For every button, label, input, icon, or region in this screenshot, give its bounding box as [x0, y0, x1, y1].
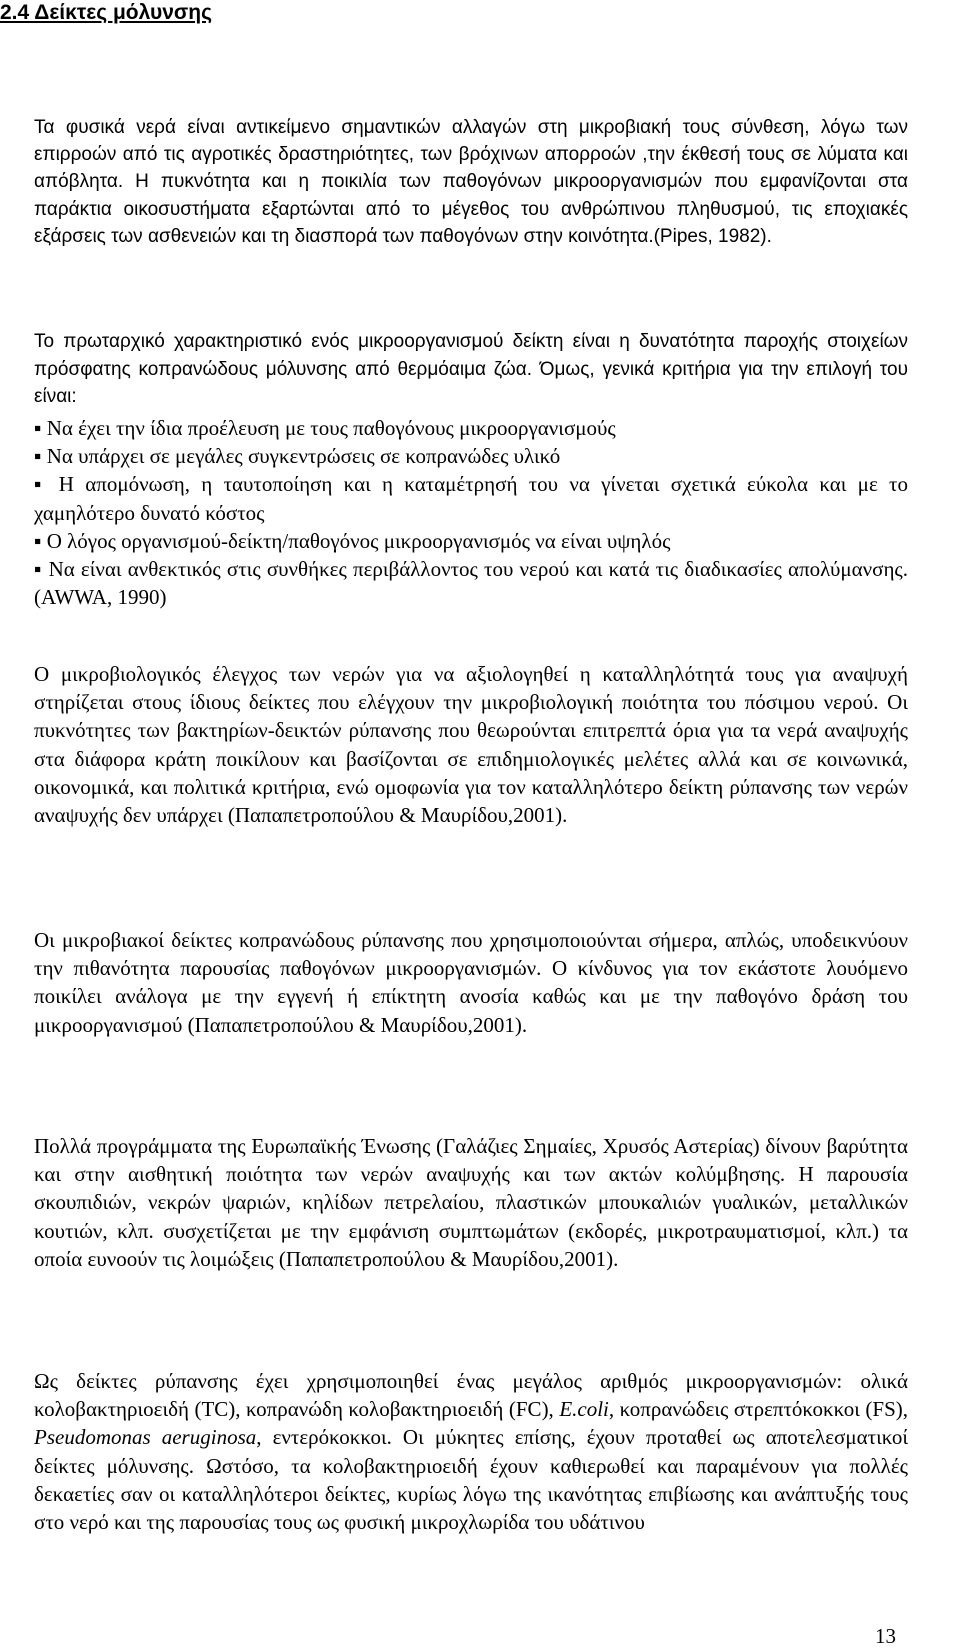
page-number: 13 [875, 1624, 896, 1648]
criteria-item: ▪ Να έχει την ίδια προέλευση με τους παθογόνους μικροοργανισμούς [34, 414, 908, 442]
section-heading: 2.4 Δείκτες μόλυνσης [0, 1, 212, 24]
criteria-list [34, 414, 908, 611]
species-ecoli: E.coli [559, 1397, 609, 1422]
species-pseudomonas: Pseudomonas aeruginosa [34, 1425, 257, 1450]
paragraph-6 [34, 1367, 908, 1536]
paragraph-1: Τα φυσικά νερά είναι αντικείμενο σημαντικών αλλαγών στη μικροβιακή τους σύνθεση, λόγω των επιρροών από τις αγροτικές δραστηριότητες, των βρόχινων απορροών ,την έκθεσή τους σε λύματα και απόβλητα. Η πυκνότητα και η ποικιλία των παθογόνων μικροοργανισμών που εμφανίζονται στα παράκτια οικοσυστήματα εξαρτώνται από το μέγεθος του ανθρώπινου πληθυσμού, τις εποχιακές εξάρσεις των ασθενειών και τη διασπορά των παθογόνων στην κοινότητα.(Pipes, 1982). [34, 117, 908, 247]
paragraph-6-text-c: , εντερόκοκκοι. Οι μύκητες επίσης, έχουν προταθεί ως αποτελεσματικοί δείκτες μόλυνσης. Ωστόσο, τα κολοβακτηριοειδή έχουν καθιερωθεί και παραμένουν για πολλές δεκαετίες σαν οι καταλληλότεροι δείκτες, κυρίως λόγω της ικανότητας επιβίωσης και ανάπτυξής τους στο νερό και της παρουσίας τους ως φυσική μικροχλωρίδα του υδάτινου [34, 1425, 908, 1535]
paragraph-5: Πολλά προγράμματα της Ευρωπαϊκής Ένωσης (Γαλάζιες Σημαίες, Χρυσός Αστερίας) δίνουν βαρύτητα και στην αισθητική ποιότητα των νερών αναψυχής και των ακτών κολύμβησης. Η παρουσία σκουπιδιών, νεκρών ψαριών, κηλίδων πετρελαίου, πλαστικών μπουκαλιών γυαλικών, μεταλλικών κουτιών, κλπ. συσχετίζεται με την εμφάνιση συμπτωμάτων (εκδορές, μικροτραυματισμοί, κλπ.) τα οποία ευνοούν τις λοιμώξεις (Παπαπετροπούλου & Μαυρίδου,2001). [34, 1134, 908, 1271]
criteria-item: ▪ Να είναι ανθεκτικός στις συνθήκες περιβάλλοντος του νερού και κατά τις διαδικασίες απολύμανσης.(AWWA, 1990) [34, 555, 908, 611]
criteria-item: ▪ Ο λόγος οργανισμού-δείκτη/παθογόνος μικροοργανισμός να είναι υψηλός [34, 527, 908, 555]
paragraph-2-intro: Το πρωταρχικό χαρακτηριστικό ενός μικροοργανισμού δείκτη είναι η δυνατότητα παροχής στοιχείων πρόσφατης κοπρανώδους μόλυνσης από θερμόαιμα ζώα. Όμως, γενικά κριτήρια για την επιλογή του είναι: [34, 331, 908, 407]
criteria-item: ▪ Η απομόνωση, η ταυτοποίηση και η καταμέτρησή του να γίνεται σχετικά εύκολα και με το χαμηλότερο δυνατό κόστος [34, 470, 908, 526]
paragraph-3: Ο μικροβιολογικός έλεγχος των νερών για να αξιολογηθεί η καταλληλότητά τους για αναψυχή στηρίζεται στους ίδιους δείκτες που ελέγχουν την μικροβιολογική ποιότητα του πόσιμου νερού. Οι πυκνότητες των βακτηρίων-δεικτών ρύπανσης που θεωρούνται επιτρεπτά όρια για τα νερά αναψυχής στα διάφορα κράτη ποικίλουν και βασίζονται σε επιδημιολογικές μελέτες αλλά και σε κοινωνικά, οικονομικά, και πολιτικά κριτήρια, ενώ ομοφωνία για τον καταλληλότερο δείκτη ρύπανσης των νερών αναψυχής δεν υπάρχει (Παπαπετροπούλου & Μαυρίδου,2001). [34, 662, 908, 828]
criteria-item: ▪ Να υπάρχει σε μεγάλες συγκεντρώσεις σε κοπρανώδες υλικό [34, 442, 908, 470]
paragraph-6-text-b: , κοπρανώδεις στρεπτόκοκκοι (FS), [608, 1397, 908, 1422]
paragraph-4: Οι μικροβιακοί δείκτες κοπρανώδους ρύπανσης που χρησιμοποιούνται σήμερα, απλώς, υποδεικνύουν την πιθανότητα παρουσίας παθογόνων μικροοργανισμών. Ο κίνδυνος για τον εκάστοτε λουόμενο ποικίλει ανάλογα με την εγγενή ή επίκτητη ανοσία καθώς και με την παθογόνο δράση του μικροοργανισμού (Παπαπετροπούλου & Μαυρίδου,2001). [34, 928, 908, 1037]
paragraph-6-text-a: Ως δείκτες ρύπανσης έχει χρησιμοποιηθεί ένας μεγάλος αριθμός μικροοργανισμών: ολικά κολοβακτηριοειδή (TC), κοπρανώδη κολοβακτηριοειδή (FC), [34, 1369, 908, 1422]
